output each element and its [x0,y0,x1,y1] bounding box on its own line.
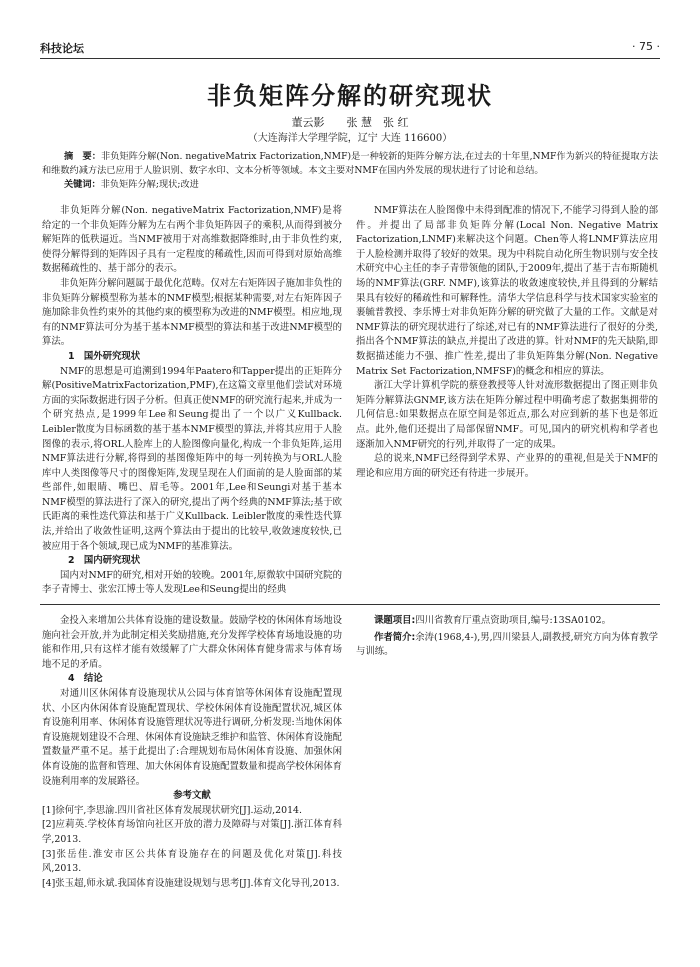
reference-item: [3]张岳佳.淮安市区公共体育设施存在的问题及优化对策[J].科技风,2013. [42,848,342,875]
keywords-label: 关键词： [64,179,101,190]
fund-note [356,614,658,629]
article-authors: 董云影 张 慧 张 红 [291,116,409,129]
keywords [42,178,658,192]
fund-text: 四川省教育厅重点资助项目,编号:13SA0102。 [415,615,611,626]
reference-item: [1]徐何宇,李思渝.四川省社区体育发展现状研究[J].运动,2014. [42,804,302,816]
paragraph: 浙江大学计算机学院的蔡登教授等人针对流形数据提出了图正则非负矩阵分解算法GNMF,该方法在矩阵分解过程中明确考虑了数据集拥带的几何信息:如果数据点在原空间是邻近点,那么对应到新的基下也是邻近点。此外,他们还提出了局部保留NMF。可见,国内的研究机构和学者也逐渐加入NMF研究的行列,并取得了一定的成果。 [356,380,658,450]
section-heading-1: 1 国外研究现状 [68,350,141,362]
lower-right-column [356,614,658,662]
paragraph: NMF算法在人脸图像中未得到配准的情况下,不能学习得到人脸的部件。并提出了局部非负矩阵分解(Local Non. Negative Matrix Factorization,LNMF)来解决这个问题。Chen等人将LNMF算法应用于人脸检测并取得了较好的效果。现为中科院自动化所生物识别与安全技术研究中心主任的李子青带领他的团队,于2009年,提出了基于吉布斯随机场的NMF算法(GRF. NMF),该算法的收敛速度较快,并且得到的分解结果具有较好的稀疏性和可解释性。清华大学信息科学与技术国家实验室的裹毓普教授、李乐博士对非负矩阵分解的研究做了大量的工作。文献是对NMF算法的研究现状进行了综述,对已有的NMF算法进行了很好的分类,指出各个NMF算法的缺点,并提出了改进的算。针对NMF的先天缺陷,即数据描述能力不强、推广性差,提出了非负矩阵集分解(Non. Negative Matrix Set Factorization,NMFSF)的概念和相应的算法。 [356,205,658,377]
section-heading-4: 4 结论 [68,673,103,685]
bio-label: 作者简介: [374,631,416,643]
article-affiliation: （大连海洋大学理学院，辽宁 大连 116600） [247,133,453,144]
page-number: · 75 · [632,40,660,53]
header-rule [40,58,660,59]
lower-left-column [42,614,342,891]
reference-item: [4]张玉超,师永斌.我国体育设施建设规划与思考[J].体育文化导刊,2013. [42,877,340,889]
references-heading: 参考文献 [173,790,211,802]
paragraph: 非负矩阵分解(Non. negativeMatrix Factorization,NMF)是将给定的一个非负矩阵分解为左右两个非负矩阵因子的乘积,从而得到被分解矩阵的低秩逼近。当NMF被用于对高维数据降维时,由于非负性约束,使得分解得到的矩阵因子具有一定程度的稀疏性,因而可得到对原始高维数据稀疏性的、基于部分的表示。 [42,205,342,275]
left-column [42,204,342,598]
article-title: 非负矩阵分解的研究现状 [207,82,493,110]
author-bio [356,631,658,660]
paragraph: 总的说来,NMF已经得到学术界、产业界的的重视,但是关于NMF的理论和应用方面的研究还有待进一步展开。 [356,453,658,479]
paragraph: 金投入来增加公共体育设施的建设数量。鼓励学校的休闲体育场地设施向社会开放,并为此制定相关奖励措施,充分发挥学校体育场地设施的功能和作用,只有这样才能有效缓解了广大群众休闲体育健身需求与体育场地不足的矛盾。 [42,615,342,670]
abstract-label: 摘 要： [64,151,101,162]
fund-label: 课题项目: [374,615,416,626]
right-column [356,204,658,481]
section-heading-2: 2 国内研究现状 [68,555,141,567]
paragraph: 非负矩阵分解问题属于最优化范畴。仅对左右矩阵因子施加非负性的非负矩阵分解模型称为基本的NMF模型;根据某种需要,对左右矩阵因子施加除非负性约束外的其他约束的模型称为改进的NMF模型。相应地,现有的NMF算法可分为基于基本NMF模型的算法和基于改进NMF模型的算法。 [42,277,342,348]
article-separator [40,604,660,605]
page-header [40,40,660,56]
abstract-text: 非负矩阵分解(Non. negativeMatrix Factorization,NMF)是一种较新的矩阵分解方法,在过去的十年里,NMF作为新兴的特征提取方法和维数约减方法已应用于人脸识别、数字水印、文本分析等领域。本文主要对NMF在国内外发展的现状进行了讨论和总结。 [42,151,659,176]
paragraph: NMF的思想是可追溯到1994年Paatero和Tapper提出的正矩阵分解(PositiveMatrixFactorization,PMF),在这篇文章里他们尝试对环境方面的实际数据进行因子分析。但真正使NMF的研究流行起来,并成为一个研究热点,是1999年Lee和Seung提出了一个以广义Kullback. Leibler散度为目标函数的基于基本NMF模型的算法,并将其应用于人脸图像的表示,将ORL人脸库上的人脸图像向量化,构成一个非负矩阵,运用NMF算法进行分解,将得到的基图像矩阵中的每一列转换为与ORL人脸库中人类图像等尺寸的图像矩阵,发现呈现在人们面前的是人脸面部的某些部件,如眼睛、嘴巴、眉毛等。2001年,Lee和Seungi对基于基本NMF模型的算法进行了深入的研究,提出了两个经典的NMF算法;基于欧氏距离的乘性迭代算法和基于广义Kullback. Leibler散度的乘性迭代算法,并给出了收敛性证明,这两个算法由于提出的比较早,收敛速度较快,已被应用于各个领域,现已成为NMF的基准算法。 [42,365,342,552]
abstract [42,150,658,178]
abstract-block [42,150,658,192]
paragraph: 国内对NMF的研究,相对开始的较晚。2001年,原微软中国研究院的李子青博士、张宏江博士等人发现Lee和Seung提出的经典 [42,569,342,596]
reference-item: [2]应莉英.学校体育场馆向社区开放的潜力及障碍与对策[J].浙江体育科学,2013. [42,819,342,845]
bio-text: 余涛(1968,4-),男,四川梁县人,副教授,研究方向为体育教学与训练。 [356,631,659,658]
section-label: 科技论坛 [40,42,84,55]
keywords-text: 非负矩阵分解;现状;改进 [100,179,199,190]
paragraph: 对通川区休闲体育设施现状从公园与体育馆等休闲体育设施配置现状、小区内休闲体育设施配置现状、学校休闲体育设施配置状况,城区体育设施利用率、休闲体育设施管理状况等进行调研,分析发现:当地休闲体育设施规划建设不合理、休闲体育设施缺乏维护和监管、休闲体育设施配置数量严重不足。基于此提出了:合理规划布局休闲体育设施、加强休闲体育设施的监督和管理、加大休闲体育设施配置数量和提高学校休闲体育设施利用率的发展路径。 [42,687,343,787]
